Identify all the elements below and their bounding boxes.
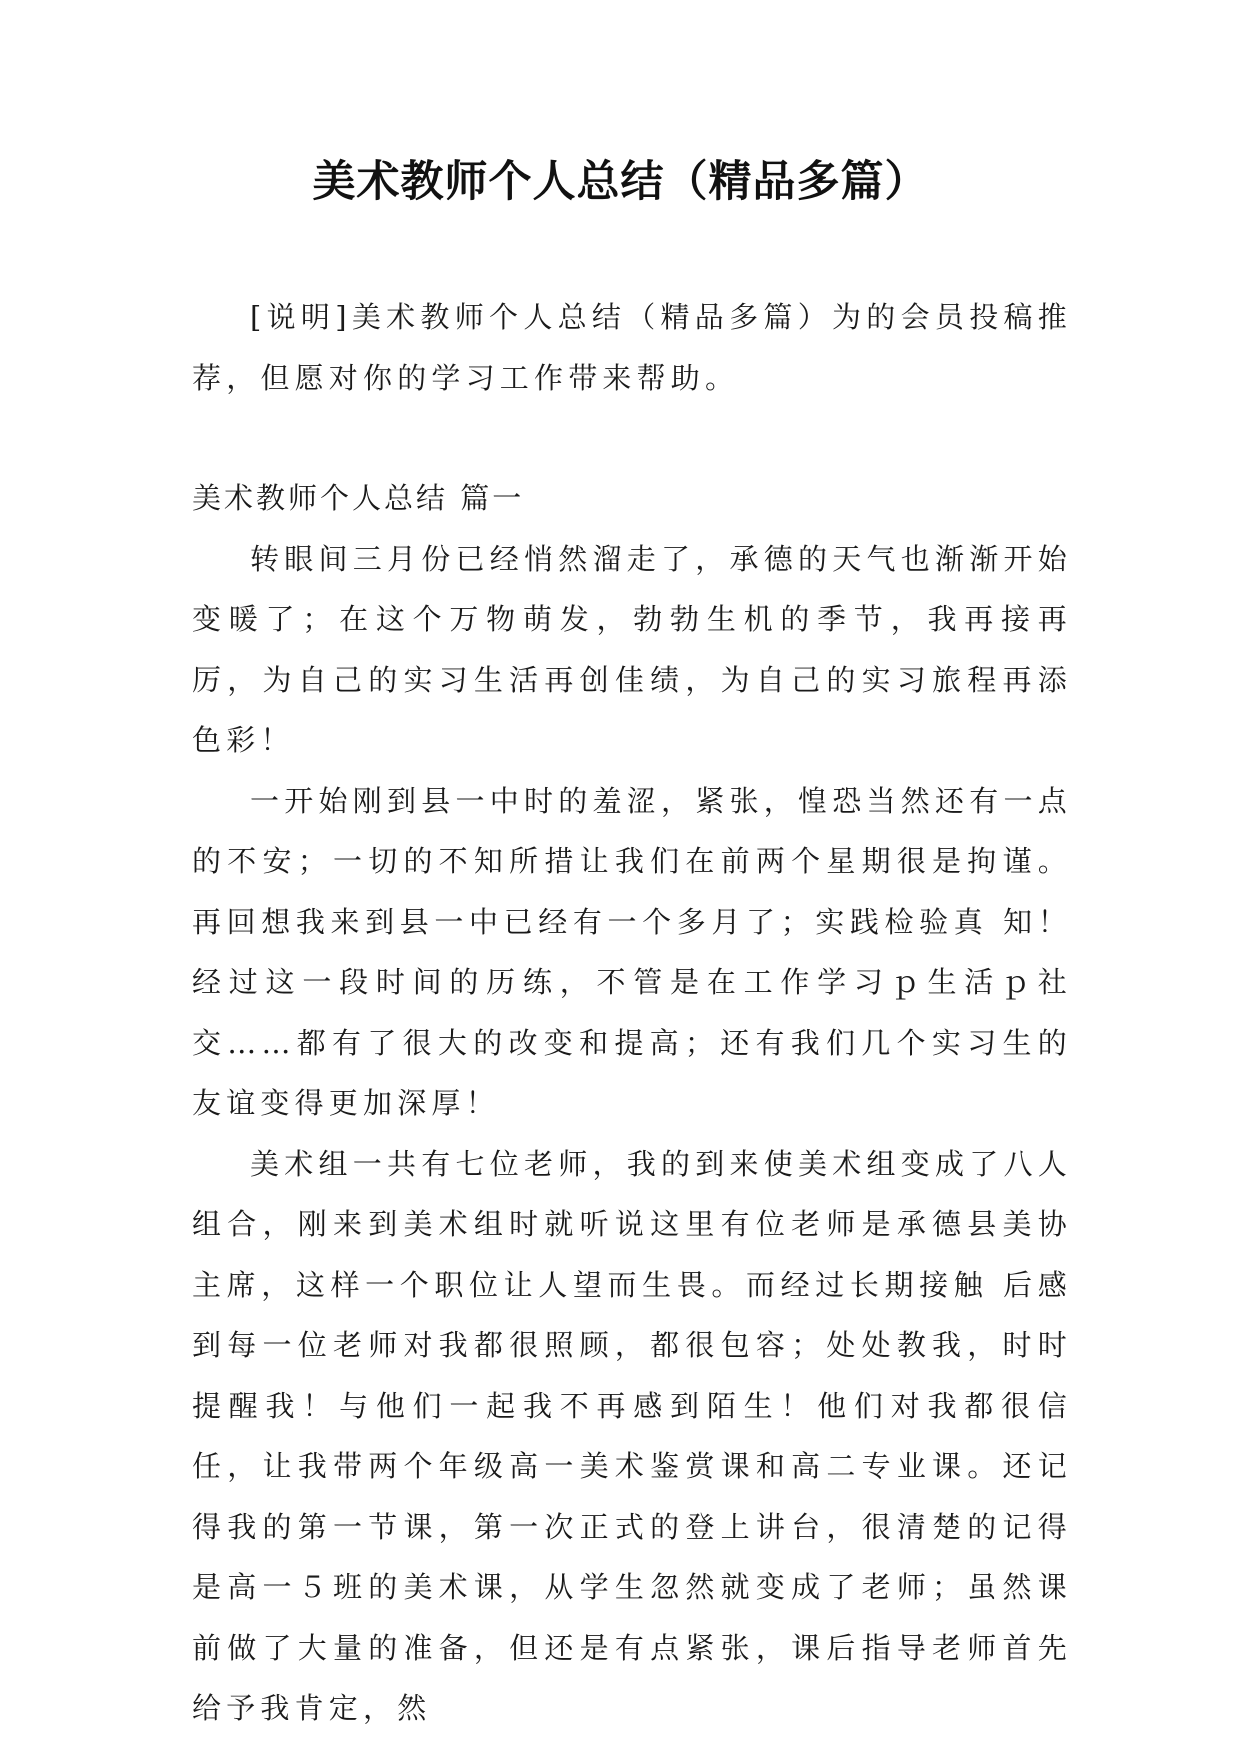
- document-body: [192, 287, 1072, 1739]
- section-heading: 美术教师个人总结 篇一: [192, 481, 525, 515]
- paragraph: 一开始刚到县一中时的羞涩，紧张，惶恐当然还有一点的不安；一切的不知所措让我们在前两个星期很是拘谨。再回想我来到县一中已经有一个多月了；实践检验真 知！经过这一段时间的历练，不管是在工作学习ｐ生活ｐ社交……都有了很大的改变和提高；还有我们几个实习生的友谊变得更加深厚！: [192, 783, 1072, 1120]
- document-title: 美术教师个人总结（精品多篇）: [312, 157, 929, 207]
- intro-note: [说明]美术教师个人总结（精品多篇）为的会员投稿推荐，但愿对你的学习工作带来帮助。: [192, 300, 1072, 395]
- paragraph: 转眼间三月份已经悄然溜走了，承德的天气也渐渐开始变暖了；在这个万物萌发，勃勃生机的季节，我再接再厉，为自己的实习生活再创佳绩，为自己的实习旅程再添色彩！: [192, 541, 1072, 757]
- paragraph: 美术组一共有七位老师，我的到来使美术组变成了八人组合，刚来到美术组时就听说这里有位老师是承德县美协主席，这样一个职位让人望而生畏。而经过长期接触 后感到每一位老师对我都很照顾，都很包容；处处教我，时时提醒我！与他们一起我不再感到陌生！他们对我都很信任，让我带两个年级高一美术鉴赏课和高二专业课。还记得我的第一节课，第一次正式的登上讲台，很清楚的记得是高一５班的美术课，从学生忽然就变成了老师；虽然课前做了大量的准备，但还是有点紧张，课后指导老师首先给予我肯定，然: [192, 1146, 1072, 1725]
